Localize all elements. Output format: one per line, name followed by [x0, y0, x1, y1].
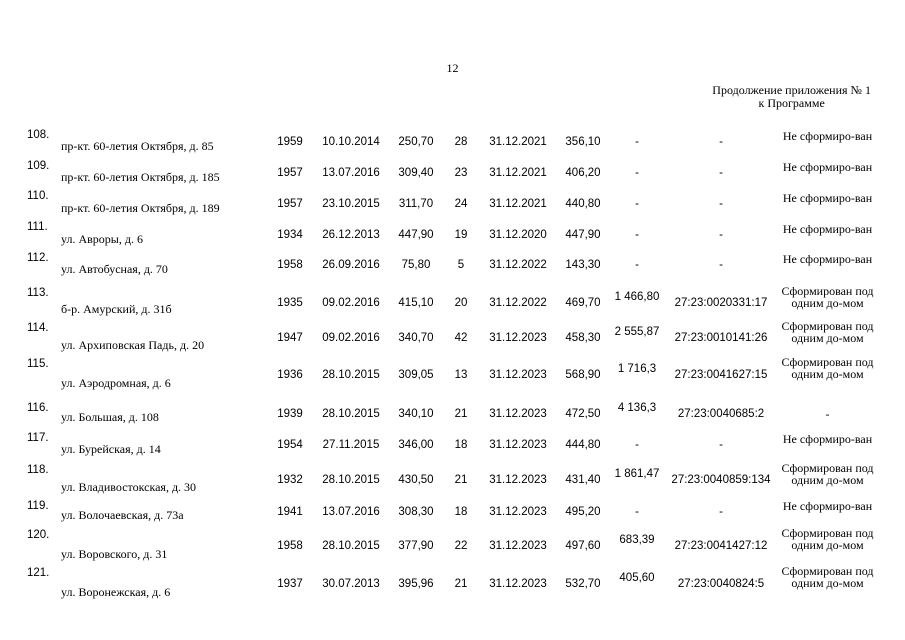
- table-row: [0, 250, 905, 280]
- row-date: 13.07.2016: [322, 167, 380, 179]
- row-number: 114.: [27, 322, 49, 334]
- row-plan-date: 31.12.2023: [489, 506, 547, 518]
- row-address: ул. Волочаевская, д. 73а: [61, 508, 184, 522]
- row-plan-date: 31.12.2023: [489, 540, 547, 552]
- row-number: 112.: [27, 252, 49, 264]
- row-number: 120.: [27, 529, 50, 541]
- appendix-note: [712, 84, 871, 110]
- row-area: 395,96: [398, 578, 434, 590]
- table-row: [0, 565, 905, 603]
- row-address: ул. Воровского, д. 31: [61, 547, 168, 561]
- table-row: [0, 430, 905, 460]
- row-count: 23: [454, 167, 468, 179]
- row-date: 09.02.2016: [322, 297, 380, 309]
- row-address: ул. Аэродромная, д. 6: [61, 376, 171, 390]
- row-address: б-р. Амурский, д. 31б: [61, 302, 172, 316]
- row-area: 447,90: [398, 229, 434, 241]
- row-count: 19: [454, 229, 468, 241]
- row-date: 28.10.2015: [322, 540, 380, 552]
- row-count: 21: [454, 474, 468, 486]
- row-number: 116.: [27, 402, 49, 414]
- row-area-total: 406,20: [565, 167, 601, 179]
- row-area: 309,40: [398, 167, 434, 179]
- row-area-total: 447,90: [565, 229, 601, 241]
- row-address: ул. Архиповская Падь, д. 20: [61, 338, 205, 352]
- row-area-total: 356,10: [565, 136, 601, 148]
- row-plan-date: 31.12.2023: [489, 369, 547, 381]
- row-plan-date: 31.12.2023: [489, 408, 547, 420]
- row-address: пр-кт. 60-летия Октября, д. 85: [61, 139, 214, 153]
- row-year: 1934: [277, 229, 303, 241]
- row-cadastral-number: 27:23:0041427:12: [674, 540, 768, 552]
- row-address: ул. Авроры, д. 6: [61, 232, 143, 246]
- row-address: ул. Владивостокская, д. 30: [61, 480, 197, 494]
- row-plan-date: 31.12.2023: [489, 439, 547, 451]
- row-land-area: 1 716,3: [617, 363, 657, 375]
- row-land-area: 405,60: [619, 572, 655, 584]
- row-address: ул. Воронежская, д. 6: [61, 585, 171, 599]
- row-plan-date: 31.12.2021: [489, 167, 547, 179]
- row-plan-date: 31.12.2023: [489, 578, 547, 590]
- appendix-note-line1: Продолжение приложения № 1: [712, 83, 871, 97]
- row-year: 1937: [277, 578, 303, 590]
- row-cadastral-number: 27:23:0040859:134: [671, 474, 771, 486]
- row-count: 22: [454, 540, 468, 552]
- row-cadastral-number: -: [719, 229, 723, 241]
- row-number: 113.: [27, 287, 49, 299]
- row-plan-date: 31.12.2021: [489, 198, 547, 210]
- row-cadastral-number: -: [719, 439, 723, 451]
- row-area-total: 532,70: [565, 578, 601, 590]
- row-area: 340,10: [398, 408, 434, 420]
- row-number: 111.: [27, 221, 48, 233]
- row-cadastral-number: 27:23:0010141:26: [674, 332, 768, 344]
- row-status: Не сформиро-ван: [782, 129, 873, 143]
- table-row: [0, 320, 905, 356]
- row-number: 115.: [27, 358, 49, 370]
- row-status: Не сформиро-ван: [782, 160, 873, 174]
- row-year: 1941: [277, 506, 303, 518]
- appendix-note-line2: к Программе: [758, 96, 825, 110]
- row-address: ул. Большая, д. 108: [61, 410, 159, 424]
- row-area: 308,30: [398, 506, 434, 518]
- row-land-area: -: [635, 506, 639, 518]
- row-plan-date: 31.12.2023: [489, 332, 547, 344]
- row-date: 13.07.2016: [322, 506, 380, 518]
- row-count: 18: [454, 506, 468, 518]
- row-year: 1957: [277, 198, 303, 210]
- row-year: 1958: [277, 259, 303, 271]
- row-cadastral-number: -: [719, 198, 723, 210]
- row-status: -: [825, 407, 830, 421]
- row-area: 340,70: [398, 332, 434, 344]
- row-number: 108.: [27, 129, 50, 141]
- row-land-area: 1 861,47: [614, 468, 660, 480]
- row-cadastral-number: -: [719, 167, 723, 179]
- row-status: Не сформиро-ван: [782, 222, 873, 236]
- table-row: [0, 219, 905, 250]
- row-area: 430,50: [398, 474, 434, 486]
- row-land-area: -: [635, 167, 639, 179]
- row-year: 1947: [277, 332, 303, 344]
- row-area-total: 440,80: [565, 198, 601, 210]
- row-number: 109.: [27, 160, 50, 172]
- row-area: 346,00: [398, 439, 434, 451]
- row-land-area: 683,39: [619, 534, 655, 546]
- row-plan-date: 31.12.2023: [489, 474, 547, 486]
- row-cadastral-number: -: [719, 136, 723, 148]
- row-count: 21: [454, 408, 468, 420]
- row-area-total: 469,70: [565, 297, 601, 309]
- row-year: 1936: [277, 369, 303, 381]
- table-row: [0, 285, 905, 320]
- table-row: [0, 127, 905, 157]
- row-address: пр-кт. 60-летия Октября, д. 189: [61, 201, 220, 215]
- row-cadastral-number: -: [719, 506, 723, 518]
- row-land-area: -: [635, 439, 639, 451]
- page-number: 12: [446, 61, 459, 75]
- row-count: 42: [454, 332, 468, 344]
- row-cadastral-number: 27:23:0020331:17: [674, 297, 768, 309]
- table-row: [0, 158, 905, 188]
- row-status: Сформирован под одним до-мом: [781, 526, 874, 552]
- row-status: Не сформиро-ван: [782, 191, 873, 205]
- row-area: 250,70: [398, 136, 434, 148]
- table-row: [0, 356, 905, 394]
- row-land-area: 2 555,87: [614, 326, 660, 338]
- row-cadastral-number: 27:23:0041627:15: [674, 369, 768, 381]
- row-land-area: -: [635, 136, 639, 148]
- row-year: 1959: [277, 136, 303, 148]
- table-row: [0, 498, 905, 526]
- row-plan-date: 31.12.2021: [489, 136, 547, 148]
- row-plan-date: 31.12.2020: [489, 229, 547, 241]
- row-count: 18: [454, 439, 468, 451]
- row-cadastral-number: 27:23:0040685:2: [677, 408, 765, 420]
- row-cadastral-number: 27:23:0040824:5: [677, 578, 765, 590]
- row-plan-date: 31.12.2022: [489, 297, 547, 309]
- row-area: 309,05: [398, 369, 434, 381]
- row-address: ул. Автобусная, д. 70: [61, 262, 168, 276]
- row-plan-date: 31.12.2022: [489, 259, 547, 271]
- row-area-total: 497,60: [565, 540, 601, 552]
- row-number: 117.: [27, 432, 49, 444]
- row-date: 30.07.2013: [322, 578, 380, 590]
- row-count: 13: [454, 369, 468, 381]
- row-count: 5: [457, 259, 465, 271]
- row-status: Не сформиро-ван: [782, 432, 873, 446]
- row-address: пр-кт. 60-летия Октября, д. 185: [61, 170, 220, 184]
- table-row: [0, 527, 905, 565]
- row-status: Сформирован под одним до-мом: [781, 355, 874, 381]
- row-count: 28: [454, 136, 468, 148]
- row-date: 27.11.2015: [322, 439, 380, 451]
- row-count: 24: [454, 198, 468, 210]
- row-number: 110.: [27, 190, 49, 202]
- row-date: 26.12.2013: [322, 229, 380, 241]
- row-count: 21: [454, 578, 468, 590]
- row-number: 119.: [27, 500, 49, 512]
- row-year: 1932: [277, 474, 303, 486]
- row-year: 1939: [277, 408, 303, 420]
- row-status: Сформирован под одним до-мом: [781, 461, 874, 487]
- row-year: 1954: [277, 439, 303, 451]
- row-area-total: 458,30: [565, 332, 601, 344]
- row-status: Не сформиро-ван: [782, 499, 873, 513]
- row-date: 28.10.2015: [322, 474, 380, 486]
- row-status: Сформирован под одним до-мом: [781, 319, 874, 345]
- row-land-area: -: [635, 198, 639, 210]
- row-status: Не сформиро-ван: [782, 252, 873, 266]
- row-count: 20: [454, 297, 468, 309]
- row-date: 28.10.2015: [322, 408, 380, 420]
- row-status: Сформирован под одним до-мом: [781, 564, 874, 590]
- row-area: 75,80: [401, 259, 431, 271]
- row-land-area: 4 136,3: [617, 402, 657, 414]
- row-area: 415,10: [398, 297, 434, 309]
- row-land-area: -: [635, 259, 639, 271]
- row-number: 118.: [27, 464, 49, 476]
- row-area-total: 143,30: [565, 259, 601, 271]
- row-area-total: 444,80: [565, 439, 601, 451]
- row-area-total: 431,40: [565, 474, 601, 486]
- row-date: 10.10.2014: [322, 136, 380, 148]
- row-date: 28.10.2015: [322, 369, 380, 381]
- row-year: 1957: [277, 167, 303, 179]
- row-area: 377,90: [398, 540, 434, 552]
- row-year: 1935: [277, 297, 303, 309]
- table-row: [0, 462, 905, 498]
- row-date: 09.02.2016: [322, 332, 380, 344]
- row-land-area: 1 466,80: [614, 291, 660, 303]
- row-status: Сформирован под одним до-мом: [781, 284, 874, 310]
- row-land-area: -: [635, 229, 639, 241]
- row-date: 26.09.2016: [322, 259, 380, 271]
- table-row: [0, 400, 905, 428]
- row-area-total: 495,20: [565, 506, 601, 518]
- row-year: 1958: [277, 540, 303, 552]
- row-area-total: 472,50: [565, 408, 601, 420]
- row-area-total: 568,90: [565, 369, 601, 381]
- row-cadastral-number: -: [719, 259, 723, 271]
- row-date: 23.10.2015: [322, 198, 380, 210]
- row-area: 311,70: [398, 198, 434, 210]
- row-address: ул. Бурейская, д. 14: [61, 442, 161, 456]
- table-row: [0, 188, 905, 219]
- row-number: 121.: [27, 567, 50, 579]
